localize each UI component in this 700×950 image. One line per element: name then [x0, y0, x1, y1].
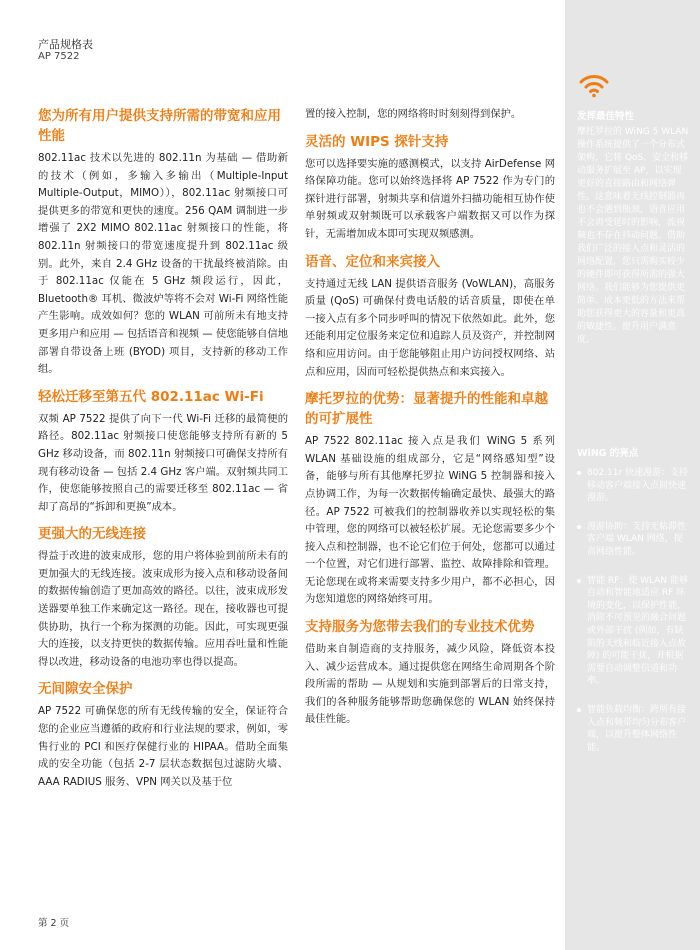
- section: [38, 387, 288, 517]
- section-title: 您为所有用户提供支持所需的带宽和应用性能: [38, 108, 281, 144]
- section-title: 灵活的 WIPS 探针支持: [305, 133, 449, 150]
- section: [38, 679, 288, 791]
- doc-type: 产品规格表: [38, 38, 93, 51]
- section-body: AP 7522 802.11ac 接入点是我们 WiNG 5 系列 WLAN 基础设施的组成部分，它是“网络感知型”设备，能够与所有其他摩托罗拉 WiNG 5 控制器和接入点协调工作，为每一次数据传输确定最快、最强大的路径。AP 7522 可被我们的控制器收养以实现轻松的集中管理，您的网络可以被轻松扩展。无论您需要多少个接入点和控制器，也不论它们位于何处，您都可以通过一个位置，对它们进行部署、监控、故障排除和管理。无论您现在或将来需要支持多少用户，都不必担心，因为您知道您的网络始终可用。: [305, 435, 555, 606]
- wifi-icon: [579, 72, 609, 98]
- section: [305, 132, 555, 244]
- model-name: AP 7522: [38, 51, 80, 62]
- section-body: AP 7522 可确保您的所有无线传输的安全，保证符合您的企业应当遵循的政府和行业法规的要求，例如，零售行业的 PCI 和医疗保健行业的 HIPAA。借助全面集成的安全功能（包括 2-7 层状态数据包过滤防火墙、AAA RADIUS 服务、VPN 网关以及基于位: [38, 705, 288, 788]
- sidebar-heading: 发挥最佳特性: [577, 111, 635, 122]
- section: [305, 389, 555, 609]
- section-title: 语音、定位和来宾接入: [305, 253, 440, 270]
- section-body: 得益于改进的波束成形，您的用户将体验到前所未有的更加强大的无线连接。波束成形为接入点和移动设备间的数据传输创造了更加高效的路径。以往，波束成形发送器要单独工作来确定这一路径。现在，接收器也可提供协助，执行一个称为探测的功能。因此，可实现更强大的连接，以支持更快的数据传输。应用吞吐量和性能得以改进，移动设备的电池功率也得以提高。: [38, 550, 288, 668]
- sidebar-features: [577, 445, 689, 770]
- section-body: 双频 AP 7522 提供了向下一代 Wi-Fi 迁移的最简便的路径。802.11ac 射频接口使您能够支持所有新的 5 GHz 移动设备，而 802.11n 射频接口可确保支持所有现有移动设备 — 包括 2.4 GHz 客户端。双射频共同工作，使您能够按照自己的需要迁移至 802.11ac — 省却了高昂的“拆卸和更换”成本。: [38, 412, 288, 513]
- list-item: 漫游协助：支持无粘滞性客户端 WLAN 网络，提高网络性能。: [577, 521, 689, 559]
- section: [38, 106, 288, 379]
- section-title: 无间隙安全保护: [38, 681, 133, 698]
- page-number: 第 2 页: [38, 918, 70, 929]
- continued-text: 置的接入控制，您的网络将时时刻刻得到保护。: [305, 108, 522, 120]
- list-item: 智能 RF：使 WLAN 能够自动和智能地适应 RF 环境的变化，以保护性能，消除不可预见的融合问题或外部干扰 (例如，有缺陷的天线和临近接入点故障) 的可能干扰，并根据需要自动调整信道和功率。: [577, 575, 689, 688]
- sidebar-intro: [577, 108, 689, 347]
- section-title: 摩托罗拉的优势：显著提升的性能和卓越的可扩展性: [305, 391, 548, 428]
- section-body: 借助来自制造商的支持服务，减少风险，降低资本投入、减少运营成本。通过提供您在网络生命周期各个阶段所需的帮助 — 从规划和实施到部署后的日常支持，我们的各种服务能够帮助您确保您的 WLAN 始终保持最佳性能。: [305, 643, 555, 726]
- list-item: 智能负载均衡：跨所有接入点和频带均匀分布客户端，以提升整体网络性能。: [577, 704, 689, 754]
- section-body: 802.11ac 技术以先进的 802.11n 为基础 — 借助新的技术（例如，多输入多输出（Multiple-Input Multiple-Output，MIMO）），802.11ac 射频接口可提供更多的带宽和更快的速度。256 QAM 调制进一步增强了 2X2 MIMO 802.11ac 射频接口的性能，将 802.11n 射频接口的带宽速度提升到 802.11ac 级别。此外，来自 2.4 GHz 设备的干扰最终被消除。由于 802.11ac 仅能在 5 GHz 频段运行，因此，Bluetooth® 耳机、微波炉等将不会对 Wi-Fi 网络性能产生影响。成效如何？您的 WLAN 可前所未有地支持更多用户和应用 — 包括语音和视频 — 使您能够自信地部署自带设备上班 (BYOD) 项目，支持新的移动工作组。: [38, 152, 288, 376]
- sidebar: [565, 0, 700, 950]
- features-heading: WiNG 的亮点: [577, 448, 639, 459]
- section-body: 您可以选择要实施的感测模式，以支持 AirDefense 网络保障功能。您可以始终选择将 AP 7522 作为专门的探针进行部署，射频共享和信道外扫描功能相互协作使单射频或双射频既可以承载客户端数据又可以作为探针，无需增加成本即可实现双频感测。: [305, 157, 555, 240]
- list-item: 802.11r 快速漫游：支持移动客户端接入点间快速漫游。: [577, 467, 689, 505]
- section-title: 更强大的无线连接: [38, 526, 146, 543]
- page-header: [38, 38, 93, 63]
- section-title: 轻松迁移至第五代 802.11ac Wi-Fi: [38, 388, 264, 405]
- section: [305, 617, 555, 729]
- section: [305, 252, 555, 382]
- section-title: 支持服务为您带去我们的专业技术优势: [305, 619, 535, 636]
- section-body: 支持通过无线 LAN 提供语音服务 (VoWLAN)，高服务质量 (QoS) 可确保付费电话般的话音质量，即使在单一接入点有多个同步呼叫的情况下依然如此。此外，您还能利用定位服务来定位和追踪人员及资产，并控制网络和应用访问。由于您能够阻止用户访问授权网络、站点和应用，因而可轻松提供热点和来宾接入。: [305, 277, 555, 378]
- sidebar-text: 摩托罗拉的 WiNG 5 WLAN 操作系统提供了一个分布式架构，它将 QoS、安全和移动服务扩展至 AP，以实现更好的直接路由和网络弹性。这意味着无线控制器再也不会遇到瓶颈，语音应用不会再受延时的影响，流视频也不存在抖动问题。借助我们广泛的接入点和灵活的网络配置，您只需购买较少的硬件即可获得所需的强大网络。我们能够为您提供更简单、成本更低的方法来帮助您获得更大的容量和更高的敏捷性。提升用户满意度。: [577, 127, 689, 345]
- left-column: [38, 106, 288, 791]
- features-list: [577, 467, 689, 754]
- section: [38, 524, 288, 671]
- middle-column: [305, 106, 555, 729]
